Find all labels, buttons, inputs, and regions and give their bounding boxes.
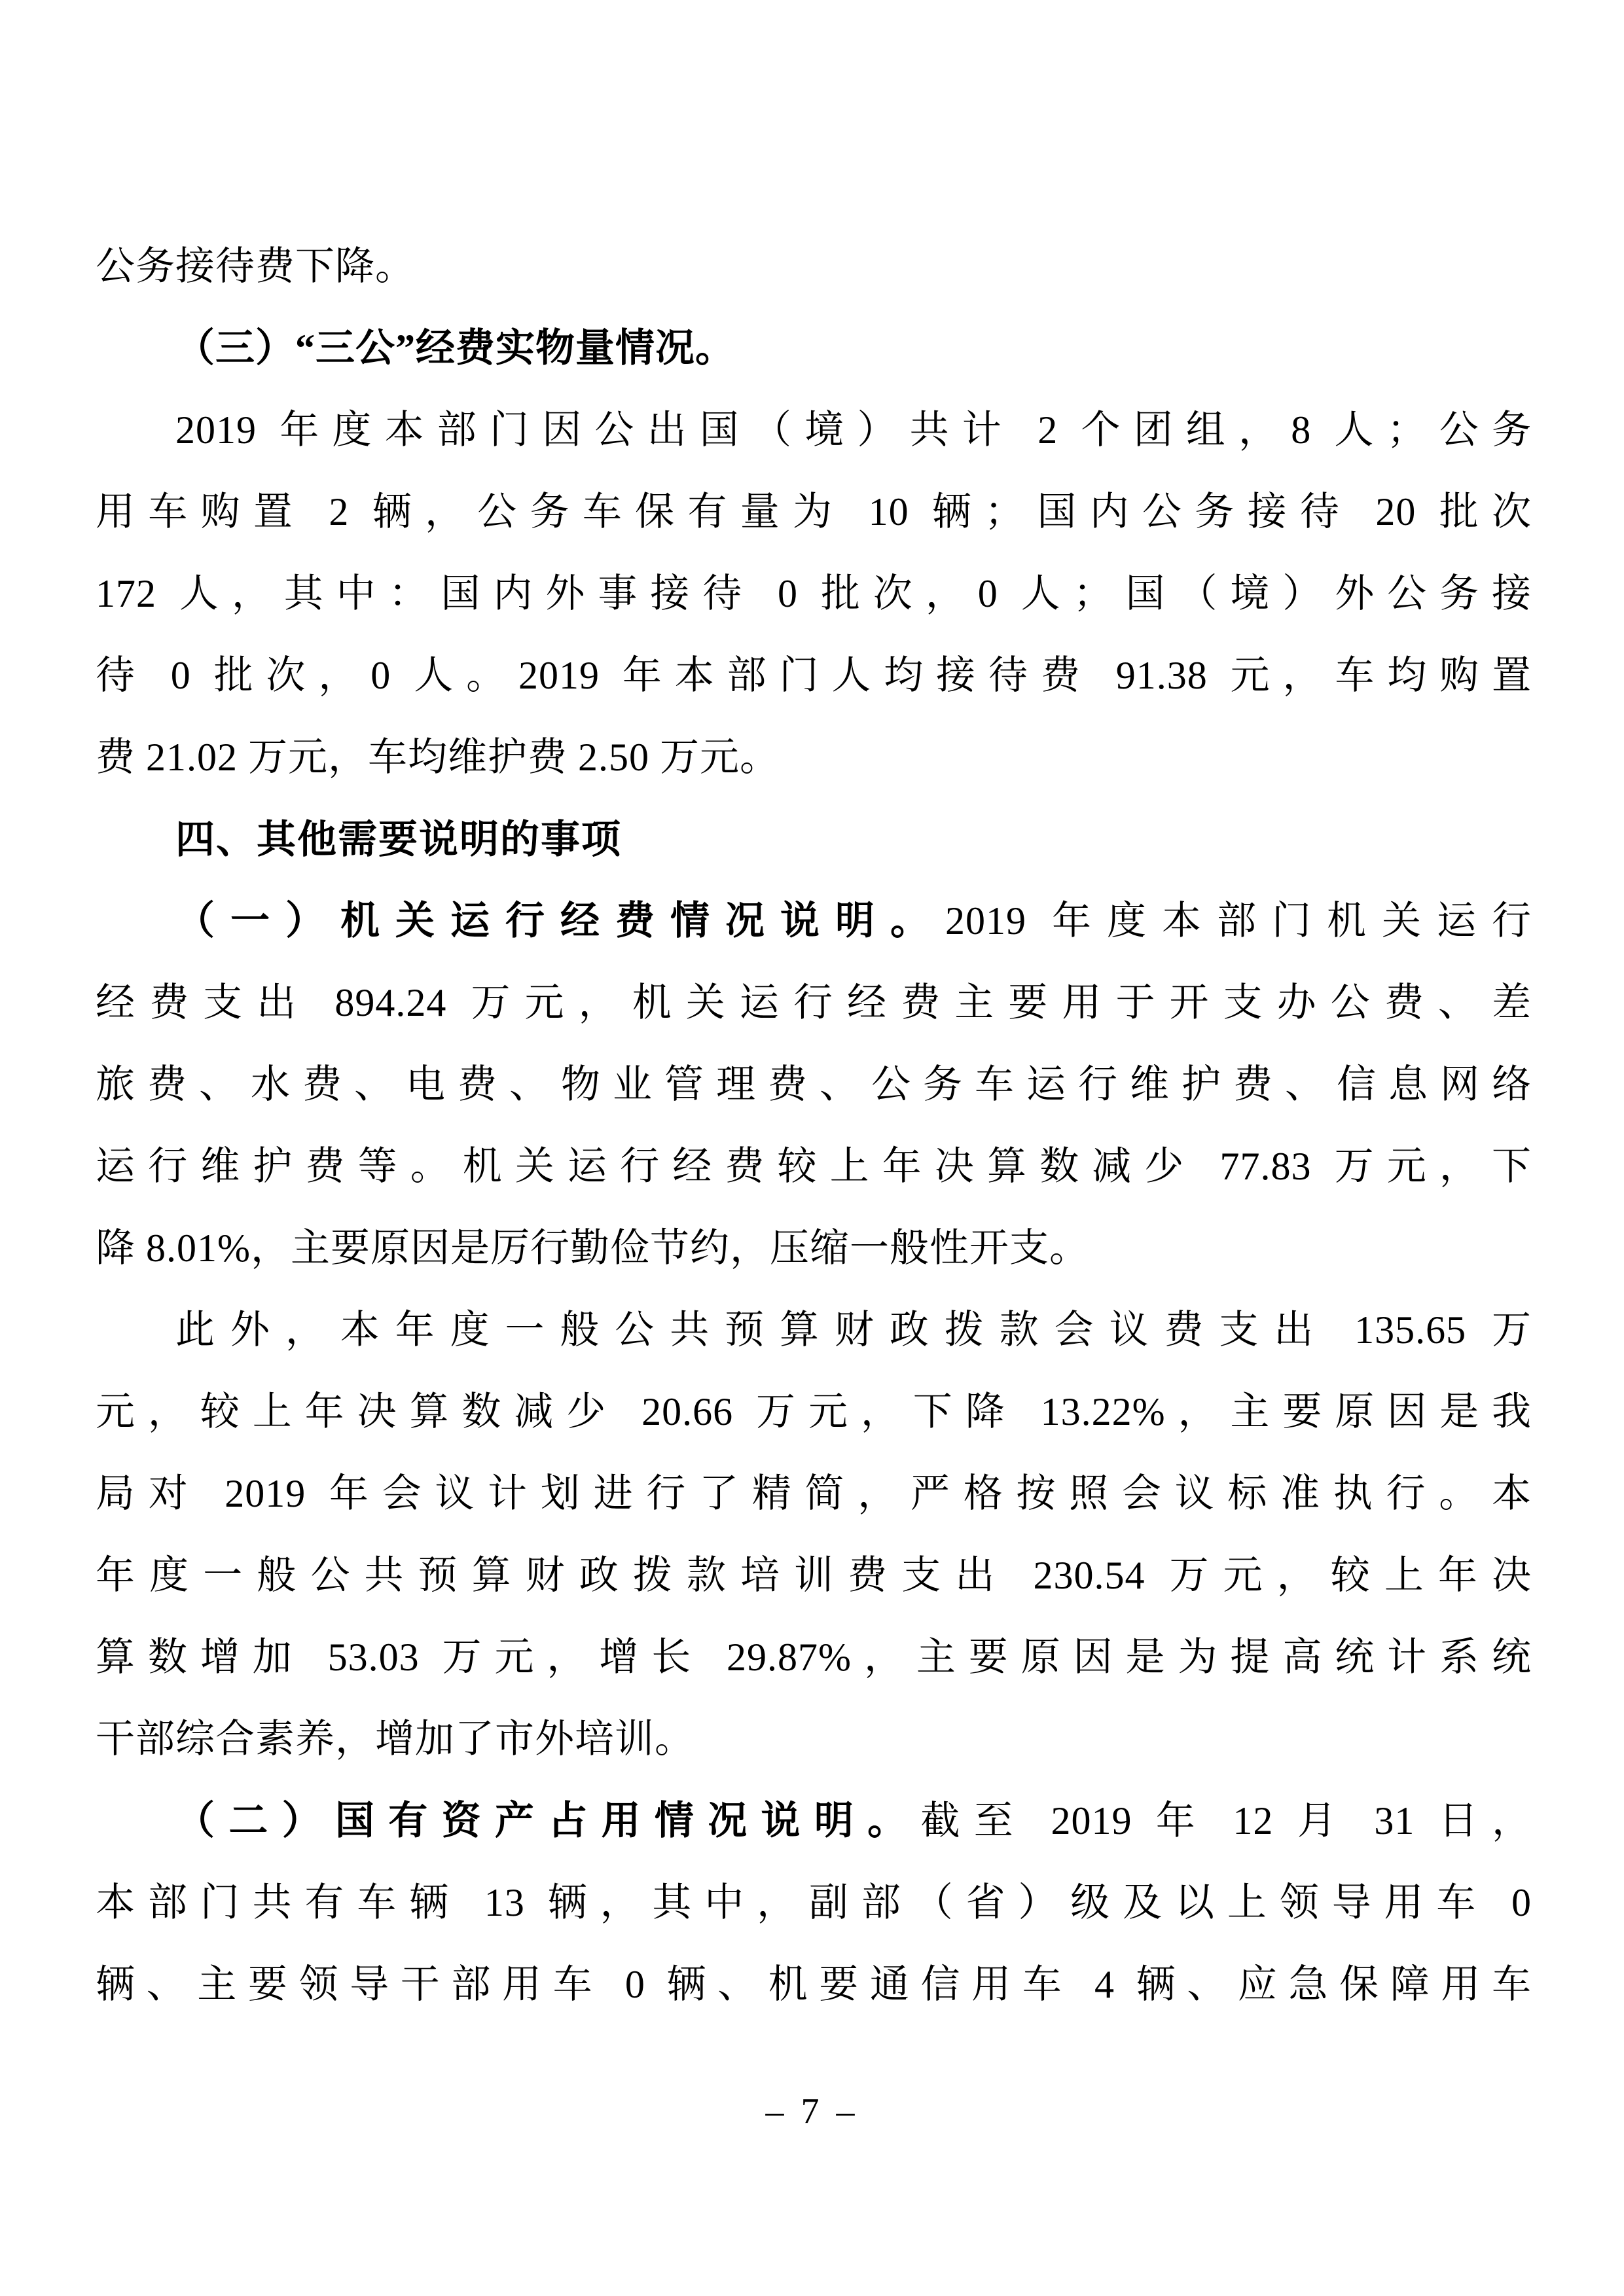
text-run: 172 人，其中：国内外事接待 0 批次，0 人；国（境）外公务接 xyxy=(96,572,1532,615)
paragraph-continuation-line xyxy=(96,226,1532,308)
text-run: 2019 年度本部门因公出国（境）共计 2 个团组，8 人；公务 xyxy=(175,408,1532,452)
text-run: 降 8.01%，主要原因是厉行勤俭节约，压缩一般性开支。 xyxy=(96,1227,1089,1270)
doc-line xyxy=(96,1044,1532,1126)
doc-line xyxy=(96,553,1532,635)
doc-line xyxy=(96,1371,1532,1453)
text-run: 元，较上年决算数减少 20.66 万元，下降 13.22%，主要原因是我 xyxy=(96,1390,1532,1433)
doc-line xyxy=(96,962,1532,1044)
text-run: 待 0 批次，0 人。2019 年本部门人均接待费 91.38 元，车均购置 xyxy=(96,654,1532,697)
subsection-heading-three xyxy=(96,308,1532,389)
page-number: – 7 – xyxy=(765,2091,859,2132)
heading-run: （一）机关运行经费情况说明。 xyxy=(175,899,945,942)
text-run: 算数增加 53.03 万元，增长 29.87%，主要原因是为提高统计系统 xyxy=(96,1636,1532,1679)
text-run: 本部门共有车辆 13 辆，其中，副部（省）级及以上领导用车 0 xyxy=(96,1881,1532,1924)
text-run: 2019 年度本部门机关运行 xyxy=(945,899,1532,942)
subsection-heading-one-line xyxy=(96,880,1532,962)
heading-text: （三）“三公”经费实物量情况。 xyxy=(175,327,735,370)
text-run: 年度一般公共预算财政拨款培训费支出 230.54 万元，较上年决 xyxy=(96,1554,1532,1597)
subsection-heading-two-line xyxy=(96,1780,1532,1862)
heading-text: 四、其他需要说明的事项 xyxy=(175,817,622,861)
text-run: 费 21.02 万元，车均维护费 2.50 万元。 xyxy=(96,736,780,779)
heading-run: （二）国有资产占用情况说明。 xyxy=(175,1799,921,1842)
document-body xyxy=(96,226,1532,2026)
text-run: 此外，本年度一般公共预算财政拨款会议费支出 135.65 万 xyxy=(175,1308,1532,1352)
doc-line xyxy=(96,471,1532,553)
text-run: 截至 2019 年 12 月 31 日， xyxy=(920,1799,1532,1842)
text-run: 运行维护费等。机关运行经费较上年决算数减少 77.83 万元，下 xyxy=(96,1145,1532,1188)
text-run: 干部综合素养，增加了市外培训。 xyxy=(96,1717,695,1761)
text-run: 公务接待费下降。 xyxy=(96,245,415,288)
text-run: 辆、主要领导干部用车 0 辆、机要通信用车 4 辆、应急保障用车 xyxy=(96,1963,1532,2006)
text-run: 旅费、水费、电费、物业管理费、公务车运行维护费、信息网络 xyxy=(96,1063,1532,1106)
doc-line xyxy=(96,1453,1532,1535)
doc-line xyxy=(96,1126,1532,1208)
doc-line xyxy=(96,1289,1532,1371)
doc-line xyxy=(96,1617,1532,1698)
text-run: 用车购置 2 辆，公务车保有量为 10 辆；国内公务接待 20 批次 xyxy=(96,490,1532,533)
doc-line xyxy=(96,1862,1532,1944)
doc-line xyxy=(96,635,1532,717)
doc-line xyxy=(96,1698,1532,1780)
text-run: 经费支出 894.24 万元，机关运行经费主要用于开支办公费、差 xyxy=(96,981,1532,1024)
section-heading-four xyxy=(96,798,1532,880)
doc-line xyxy=(96,1208,1532,1289)
doc-line xyxy=(96,1535,1532,1617)
doc-line xyxy=(96,389,1532,471)
doc-line xyxy=(96,717,1532,798)
doc-line xyxy=(96,1944,1532,2026)
text-run: 局对 2019 年会议计划进行了精简，严格按照会议标准执行。本 xyxy=(96,1472,1532,1515)
